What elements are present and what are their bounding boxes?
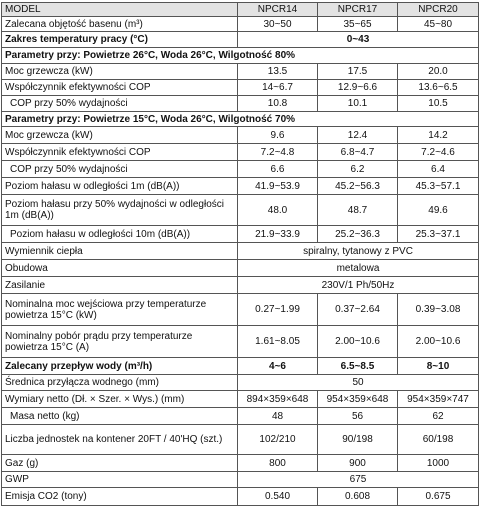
table-row — [2, 358, 479, 375]
row-label: Obudowa — [2, 260, 238, 277]
value-npcr14: 0.540 — [238, 488, 318, 506]
value-npcr17: 0.37~2.64 — [318, 294, 398, 326]
value-npcr14: 13.5 — [238, 64, 318, 80]
table-row — [2, 226, 479, 243]
row-label: Wymiary netto (Dł. × Szer. × Wys.) (mm) — [2, 391, 238, 408]
value-npcr20: 49.6 — [398, 195, 479, 226]
value-npcr17: 0.608 — [318, 488, 398, 506]
value-npcr17: 2.00~10.6 — [318, 326, 398, 358]
row-label: Poziom hałasu przy 50% wydajności w odległości 1m (dB(A)) — [2, 195, 238, 226]
row-label: Współczynnik efektywności COP — [2, 80, 238, 96]
section-row — [2, 112, 479, 127]
value-npcr20: 60/198 — [398, 425, 479, 455]
value-npcr17: 10.1 — [318, 96, 398, 112]
row-label: Moc grzewcza (kW) — [2, 64, 238, 80]
value-npcr14: 800 — [238, 455, 318, 472]
row-label: Średnica przyłącza wodnego (mm) — [2, 375, 238, 391]
value-npcr14: 4~6 — [238, 358, 318, 375]
row-label: Poziom hałasu w odległości 1m (dB(A)) — [2, 178, 238, 195]
value-npcr17: 56 — [318, 408, 398, 425]
value-npcr17: 35~65 — [318, 17, 398, 32]
table-row — [2, 64, 479, 80]
value-npcr17: 17.5 — [318, 64, 398, 80]
value-npcr17: 6.8~4.7 — [318, 144, 398, 161]
value-npcr17: 12.4 — [318, 127, 398, 144]
value-npcr20: 0.675 — [398, 488, 479, 506]
value-npcr14: 7.2~4.8 — [238, 144, 318, 161]
value-npcr17: 48.7 — [318, 195, 398, 226]
value-npcr20: 62 — [398, 408, 479, 425]
value-npcr20: 1000 — [398, 455, 479, 472]
table-row — [2, 375, 479, 391]
row-label: Zakres temperatury pracy (°C) — [2, 32, 238, 48]
row-label: COP przy 50% wydajności — [2, 96, 238, 112]
value-npcr14: 6.6 — [238, 161, 318, 178]
table-row — [2, 195, 479, 226]
header-npcr20: NPCR20 — [398, 3, 479, 17]
row-label: Zalecany przepływ wody (m³/h) — [2, 358, 238, 375]
header-model: MODEL — [2, 3, 238, 17]
value-npcr20: 25.3~37.1 — [398, 226, 479, 243]
row-label: GWP — [2, 472, 238, 488]
value-npcr20: 2.00~10.6 — [398, 326, 479, 358]
value-npcr14: 9.6 — [238, 127, 318, 144]
spec-table-body — [2, 3, 479, 506]
row-label: Nominalna moc wejściowa przy temperaturze powietrza 15°C (kW) — [2, 294, 238, 326]
value-npcr20: 7.2~4.6 — [398, 144, 479, 161]
value-npcr20: 0.39~3.08 — [398, 294, 479, 326]
section-row — [2, 48, 479, 64]
value-npcr20: 20.0 — [398, 64, 479, 80]
table-row — [2, 391, 479, 408]
row-label: Współczynnik efektywności COP — [2, 144, 238, 161]
value-npcr14: 10.8 — [238, 96, 318, 112]
row-label: Moc grzewcza (kW) — [2, 127, 238, 144]
table-row — [2, 425, 479, 455]
row-label: Zasilanie — [2, 277, 238, 294]
spanned-value: spiralny, tytanowy z PVC — [238, 243, 479, 260]
value-npcr20: 45.3~57.1 — [398, 178, 479, 195]
value-npcr14: 894×359×648 — [238, 391, 318, 408]
value-npcr17: 6.2 — [318, 161, 398, 178]
value-npcr17: 6.5~8.5 — [318, 358, 398, 375]
value-npcr17: 900 — [318, 455, 398, 472]
table-row — [2, 488, 479, 506]
value-npcr17: 25.2~36.3 — [318, 226, 398, 243]
value-npcr14: 48 — [238, 408, 318, 425]
spanned-value: 0~43 — [238, 32, 479, 48]
value-npcr20: 14.2 — [398, 127, 479, 144]
row-label: COP przy 50% wydajności — [2, 161, 238, 178]
section-label: Parametry przy: Powietrze 15°C, Woda 26°C, Wilgotność 70% — [2, 112, 479, 127]
table-header-row — [2, 3, 479, 17]
table-row — [2, 326, 479, 358]
spanned-value: 675 — [238, 472, 479, 488]
row-label: Poziom hałasu w odległości 10m (dB(A)) — [2, 226, 238, 243]
row-label: Zalecana objętość basenu (m³) — [2, 17, 238, 32]
header-npcr14: NPCR14 — [238, 3, 318, 17]
value-npcr14: 21.9~33.9 — [238, 226, 318, 243]
value-npcr14: 48.0 — [238, 195, 318, 226]
spanned-value: 230V/1 Ph/50Hz — [238, 277, 479, 294]
spanned-value: 50 — [238, 375, 479, 391]
table-row — [2, 144, 479, 161]
value-npcr14: 0.27~1.99 — [238, 294, 318, 326]
value-npcr14: 30~50 — [238, 17, 318, 32]
table-row — [2, 260, 479, 277]
row-label: Nominalny pobór prądu przy temperaturze powietrza 15°C (A) — [2, 326, 238, 358]
table-row — [2, 408, 479, 425]
value-npcr20: 10.5 — [398, 96, 479, 112]
table-row — [2, 161, 479, 178]
value-npcr17: 90/198 — [318, 425, 398, 455]
table-row — [2, 243, 479, 260]
table-row — [2, 178, 479, 195]
value-npcr17: 954×359×648 — [318, 391, 398, 408]
value-npcr20: 13.6~6.5 — [398, 80, 479, 96]
value-npcr20: 6.4 — [398, 161, 479, 178]
section-label: Parametry przy: Powietrze 26°C, Woda 26°C, Wilgotność 80% — [2, 48, 479, 64]
value-npcr20: 45~80 — [398, 17, 479, 32]
row-label: Emisja CO2 (tony) — [2, 488, 238, 506]
table-row — [2, 277, 479, 294]
table-row — [2, 127, 479, 144]
row-label: Gaz (g) — [2, 455, 238, 472]
table-row — [2, 32, 479, 48]
table-row — [2, 80, 479, 96]
value-npcr14: 41.9~53.9 — [238, 178, 318, 195]
table-row — [2, 294, 479, 326]
table-row — [2, 472, 479, 488]
header-npcr17: NPCR17 — [318, 3, 398, 17]
table-row — [2, 455, 479, 472]
table-row — [2, 17, 479, 32]
row-label: Wymiennik ciepła — [2, 243, 238, 260]
row-label: Liczba jednostek na kontener 20FT / 40'HQ (szt.) — [2, 425, 238, 455]
value-npcr14: 102/210 — [238, 425, 318, 455]
value-npcr17: 45.2~56.3 — [318, 178, 398, 195]
spec-table — [1, 2, 479, 506]
value-npcr14: 14~6.7 — [238, 80, 318, 96]
spanned-value: metalowa — [238, 260, 479, 277]
value-npcr20: 954×359×747 — [398, 391, 479, 408]
value-npcr20: 8~10 — [398, 358, 479, 375]
value-npcr17: 12.9~6.6 — [318, 80, 398, 96]
value-npcr14: 1.61~8.05 — [238, 326, 318, 358]
row-label: Masa netto (kg) — [2, 408, 238, 425]
table-row — [2, 96, 479, 112]
